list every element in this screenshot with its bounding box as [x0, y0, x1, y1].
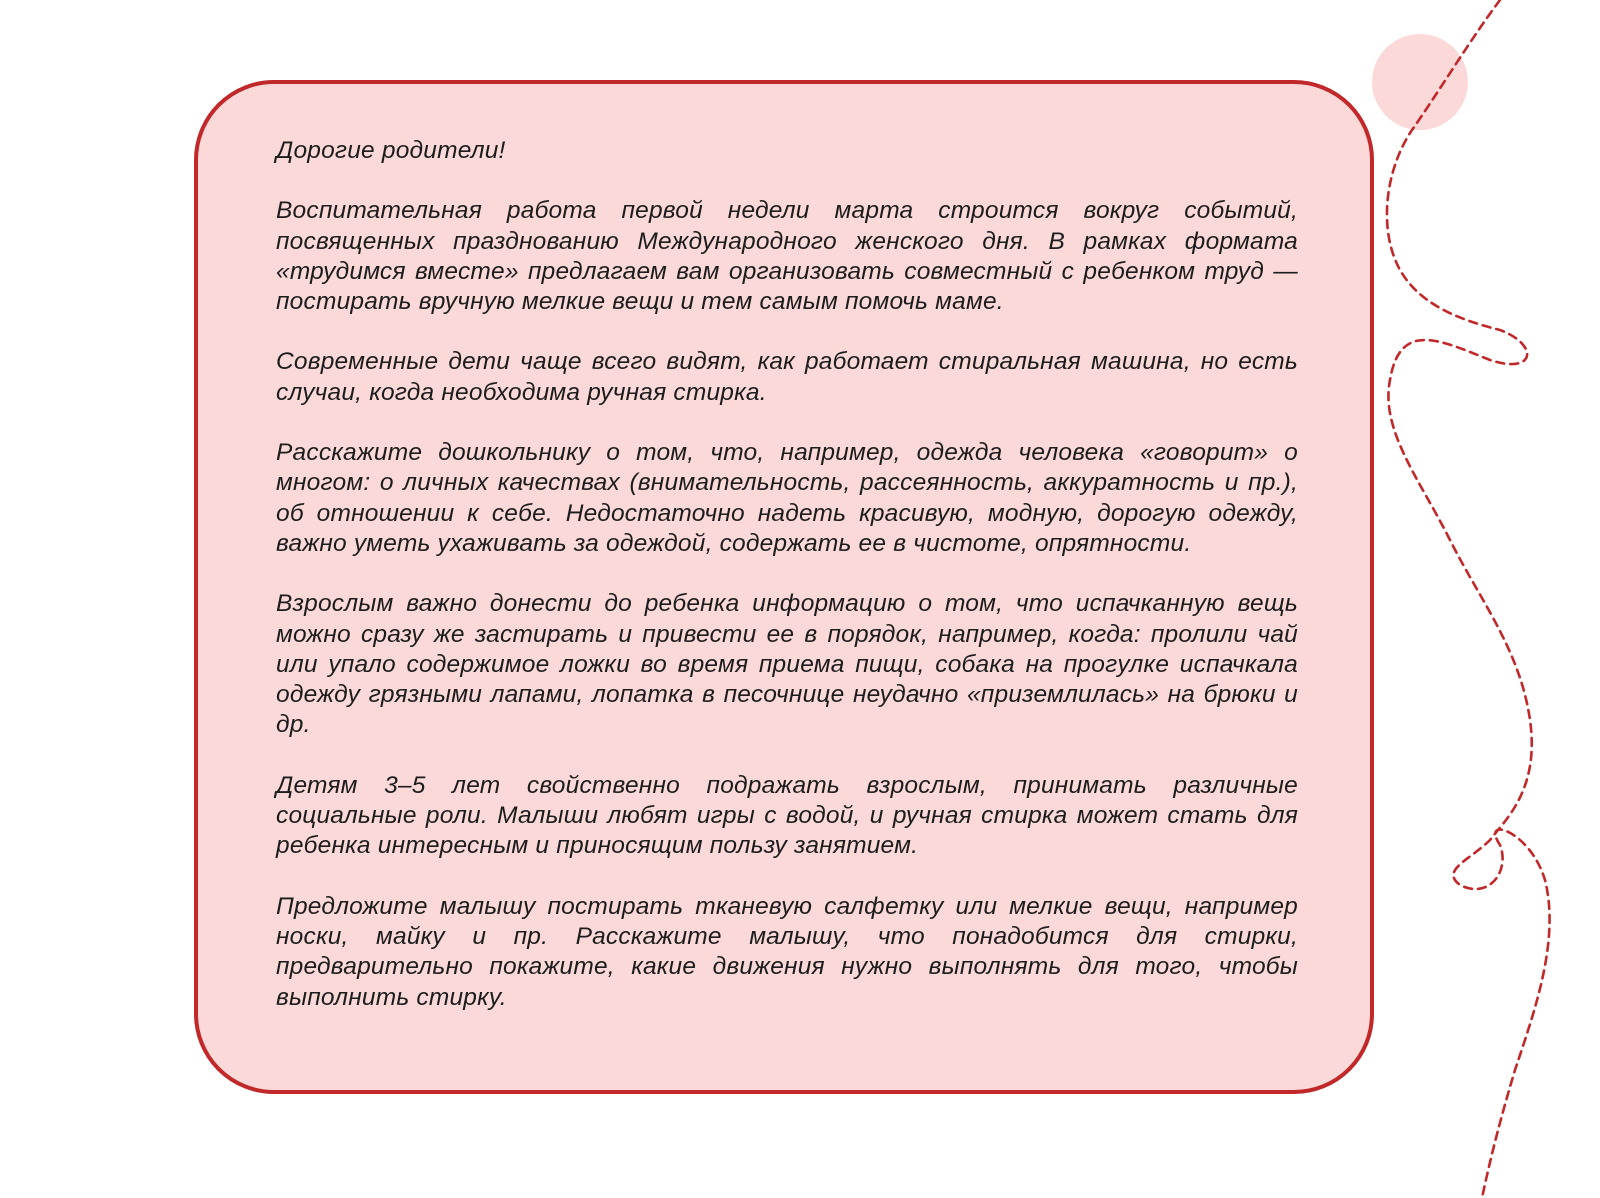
letter-greeting: Дорогие родители!	[276, 137, 506, 164]
letter-paragraph-6: Предложите малышу постирать тканевую салфетку или мелкие вещи, например носки, майку и пр. Расскажите малышу, что понадобится для стирки, предварительно покажите, какие движения нужно выполнять для того, чтобы выполнить стирку.	[276, 892, 1298, 1011]
letter-paragraph-1: Воспитательная работа первой недели марта строится вокруг событий, посвященных празднованию Международного женского дня. В рамках формата «трудимся вместе» предлагаем вам организовать совместный с ребенком труд — постирать вручную мелкие вещи и тем самым помочь маме.	[276, 197, 1298, 316]
letter-content	[276, 136, 1298, 1043]
decorative-circle	[1372, 34, 1468, 130]
letter-paragraph-2: Современные дети чаще всего видят, как работает стиральная машина, но есть случаи, когда необходима ручная стирка.	[276, 348, 1298, 406]
letter-card	[194, 80, 1374, 1094]
letter-paragraph-4: Взрослым важно донести до ребенка информацию о том, что испачканную вещь можно сразу же застирать и привести ее в порядок, например, когда: пролили чай или упало содержимое ложки во время приема пищи, собака на прогулке испачкала одежду грязными лапами, лопатка в песочнице неудачно «приземлилась» на брюки и др.	[276, 590, 1298, 739]
letter-paragraph-5: Детям 3–5 лет свойственно подражать взрослым, принимать различные социальные роли. Малыши любят игры с водой, и ручная стирка может стать для ребенка интересным и приносящим пользу занятием.	[276, 771, 1298, 860]
letter-paragraph-3: Расскажите дошкольнику о том, что, например, одежда человека «говорит» о многом: о личных качествах (внимательность, рассеянность, аккуратность и пр.), об отношении к себе. Недостаточно надеть красивую, модную, дорогую одежду, важно уметь ухаживать за одеждой, содержать ее в чистоте, опрятности.	[276, 439, 1298, 557]
dashed-thread-line	[1387, 0, 1550, 1198]
